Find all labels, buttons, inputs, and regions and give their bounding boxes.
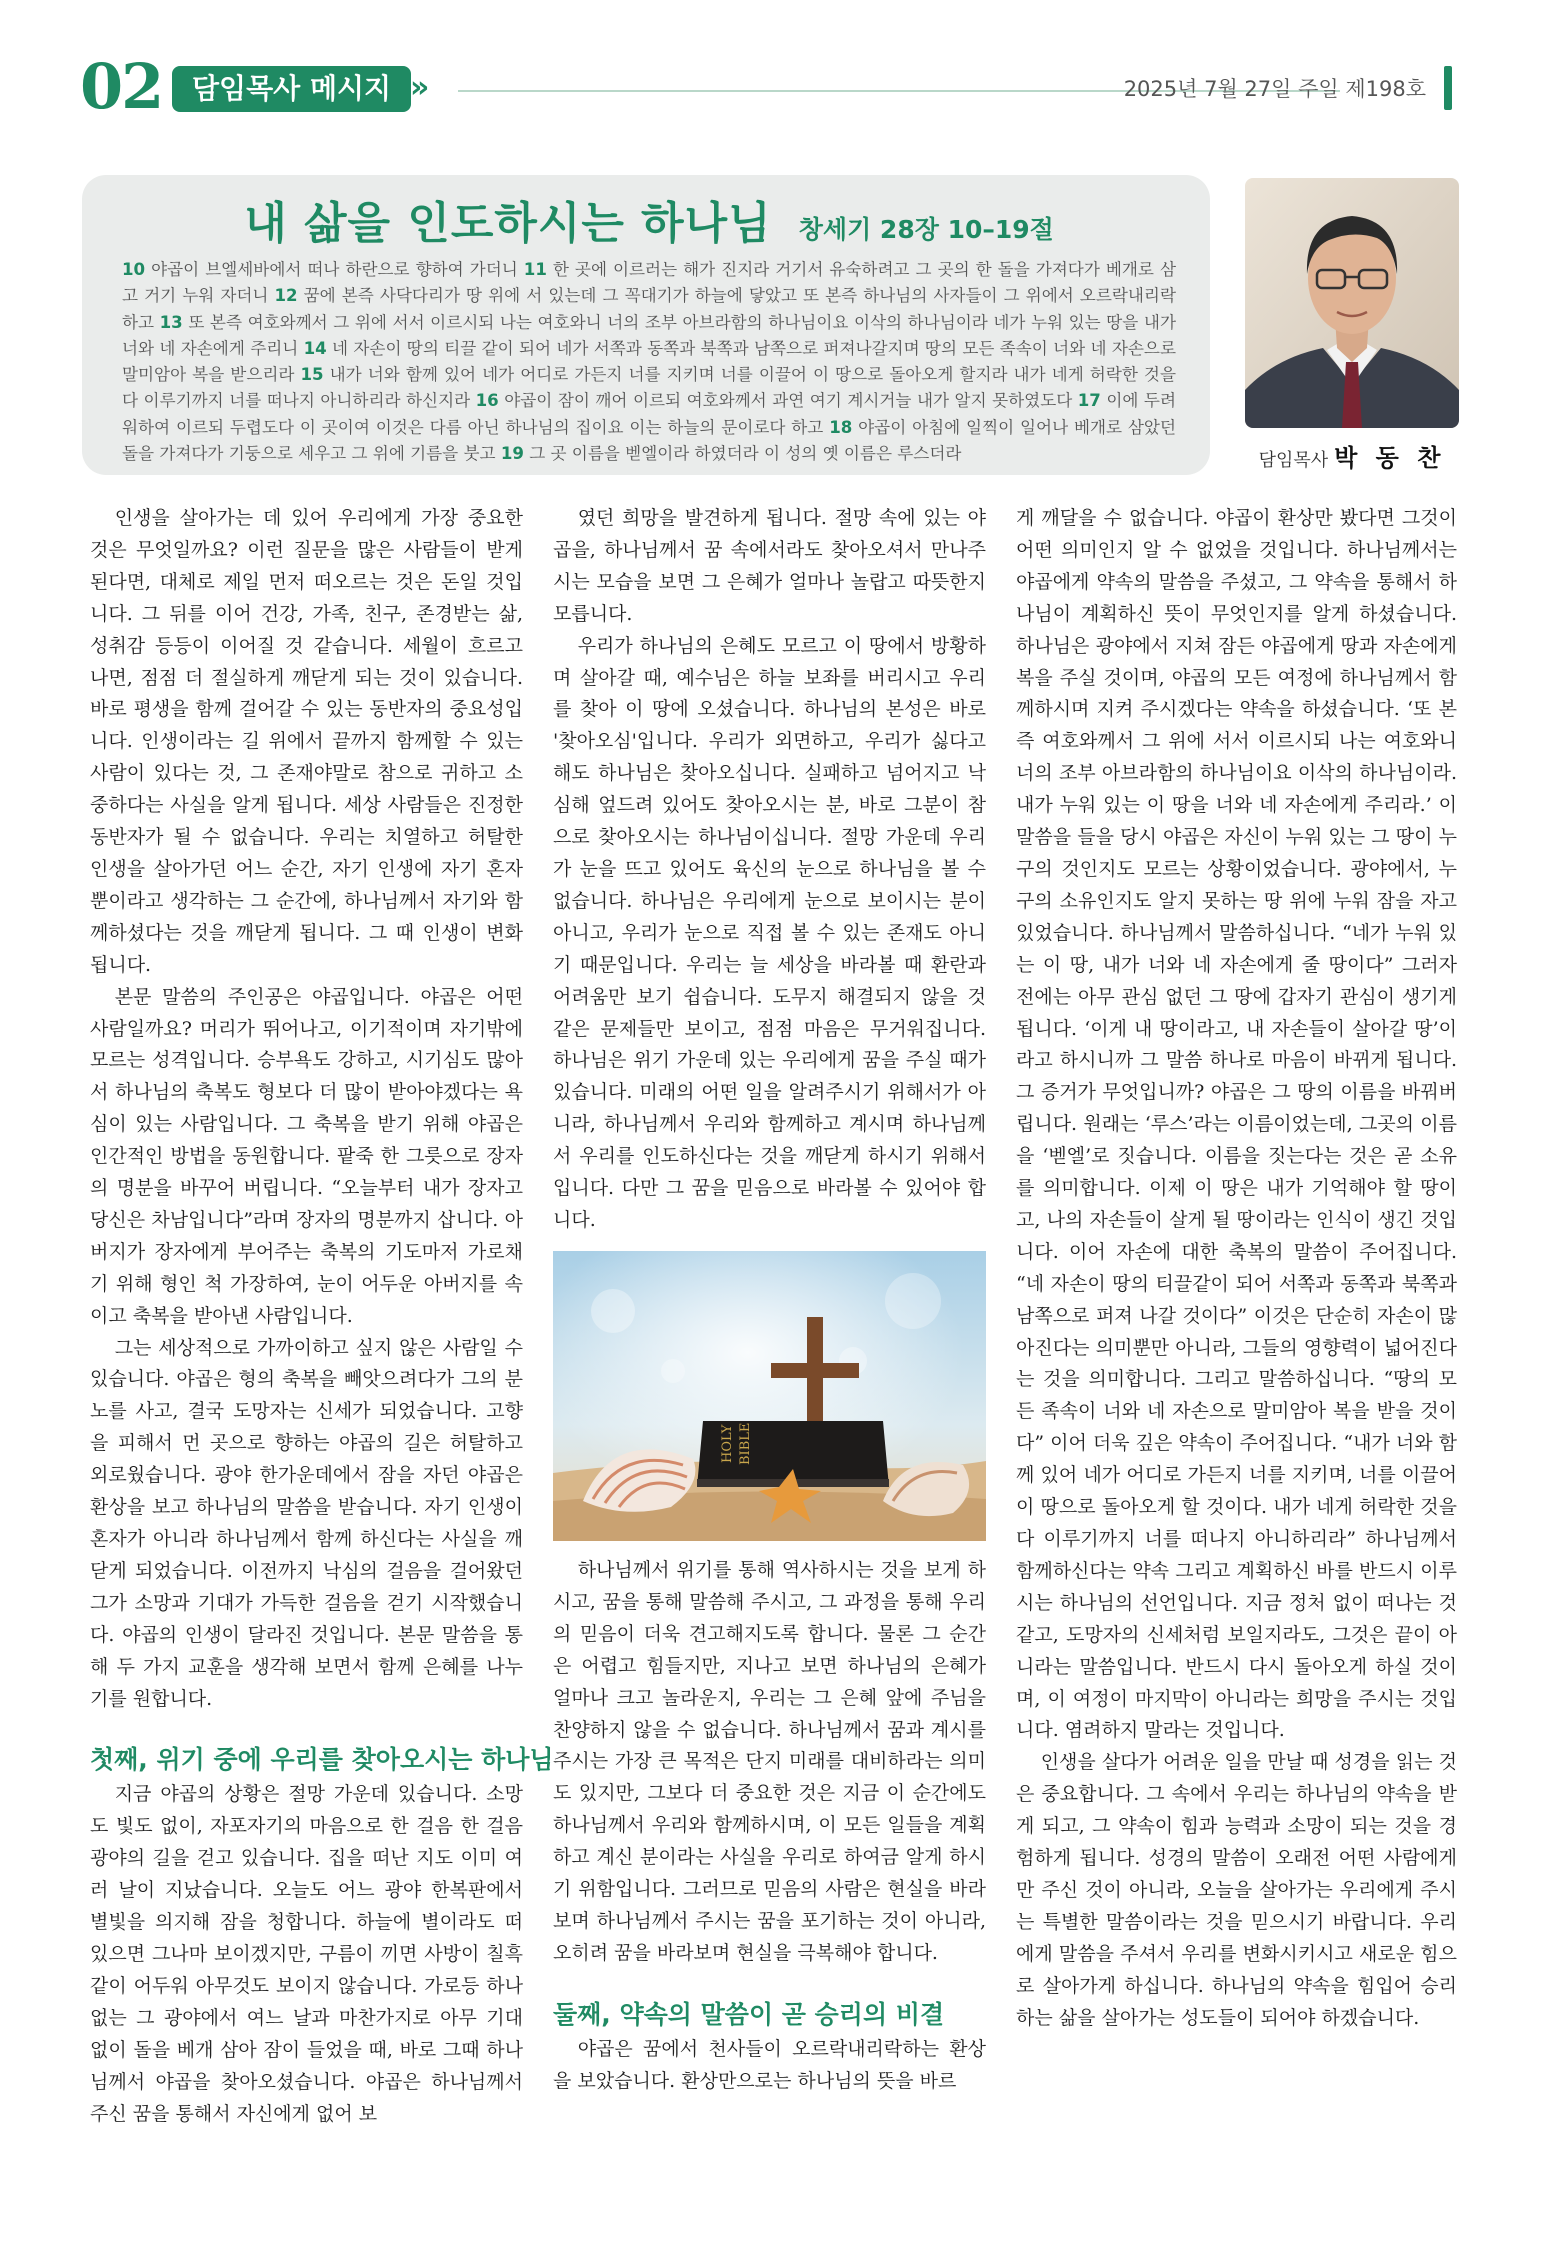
pastor-caption — [1245, 438, 1459, 473]
scripture-reference: 창세기 28장 10–19절 — [798, 215, 1054, 244]
verse-number: 14 — [303, 338, 327, 358]
body-column-2 — [553, 503, 986, 2092]
section-heading: 첫째, 위기 중에 우리를 찾아오시는 하나님 — [90, 1745, 554, 1775]
section-title: 담임목사 메시지 — [172, 66, 411, 112]
verse-text: 내가 너와 함께 있어 네가 어디로 가든지 너를 지키며 너를 이끌어 이 땅으로 돌아오게 할지라 내가 네게 허락한 것을 다 이루기까지 너를 떠나지 아니하리라 하신지라 — [122, 365, 1176, 411]
paragraph: 그는 세상적으로 가까이하고 싶지 않은 사람일 수 있습니다. 야곱은 형의 축복을 빼앗으려다가 그의 분노를 사고, 결국 도망자는 신세가 되었습니다. 고향을 피해서 먼 곳으로 향하는 야곱의 길은 허탈하고 외로웠습니다. 광야 한가운데에서 잠을 자던 야곱은 환상을 보고 하나님의 말씀을 받습니다. 자기 인생이 혼자가 아니라 하나님께서 함께 하신다는 사실을 깨닫게 되었습니다. 이전까지 낙심의 걸음을 걸어왔던 그가 소망과 기대가 가득한 걸음을 걷기 시작했습니다. 야곱의 인생이 달라진 것입니다. 본문 말씀을 통해 두 가지 교훈을 생각해 보면서 함께 은혜를 나누기를 원합니다. — [90, 1336, 523, 1710]
book-spine-text: BIBLE — [738, 1422, 753, 1465]
paragraph: 인생을 살아가는 데 있어 우리에게 가장 중요한 것은 무엇일까요? 이런 질문을 많은 사람들이 받게 된다면, 대체로 제일 먼저 떠오르는 것은 돈일 것입니다. 그 뒤를 이어 건강, 가족, 친구, 존경받는 삶, 성취감 등등이 이어질 것 같습니다. 세월이 흐르고 나면, 점점 더 절실하게 깨닫게 되는 것이 있습니다. 바로 평생을 함께 걸어갈 수 있는 동반자의 중요성입니다. 인생이라는 길 위에서 끝까지 함께할 수 있는 사람이 있다는 것, 그 존재야말로 참으로 귀하고 소중하다는 사실을 알게 됩니다. 세상 사람들은 진정한 동반자가 될 수 없습니다. 우리는 치열하고 허탈한 인생을 살아가던 어느 순간, 자기 인생에 자기 혼자뿐이라고 생각하는 그 순간에, 하나님께서 자기와 함께하셨다는 것을 깨닫게 됩니다. 그 때 인생이 변화됩니다. — [90, 507, 523, 976]
column-2-lower — [553, 1555, 986, 2098]
pastor-photo — [1245, 178, 1459, 428]
pastor-role: 담임목사 — [1258, 450, 1329, 471]
verse-number: 15 — [300, 365, 324, 385]
paragraph: 인생을 살다가 어려운 일을 만날 때 성경을 읽는 것은 중요합니다. 그 속에서 우리는 하나님의 약속을 받게 되고, 그 약속이 힘과 능력과 소망이 되는 것을 경험하게 됩니다. 성경의 말씀이 오래전 어떤 사람에게만 주신 것이 아니라, 오늘을 살아가는 우리에게 주시는 특별한 말씀이라는 것을 믿으시기 바랍니다. 우리에게 말씀을 주셔서 우리를 변화시키시고 새로운 힘으로 살아가게 하십니다. 하나님의 약속을 힘입어 승리하는 삶을 살아가는 성도들이 되어야 하겠습니다. — [1016, 1751, 1457, 2029]
verse-text: 야곱이 브엘세바에서 떠나 하란으로 향하여 가더니 — [145, 260, 524, 279]
verse-number: 19 — [500, 444, 524, 464]
issue-date: 2025년 7월 27일 주일 제198호 — [1123, 77, 1426, 101]
verse-text: 꿈에 본즉 사닥다리가 땅 위에 서 있는데 그 꼭대기가 하늘에 닿았고 또 본즉 하나님의 사자들이 그 위에서 오르락내리락 하고 — [122, 286, 1176, 332]
chevron-right-icon: » — [410, 70, 430, 105]
section-heading: 둘째, 약속의 말씀이 곧 승리의 비결 — [553, 1999, 945, 2029]
page-header — [80, 50, 1452, 123]
paragraph: 우리가 하나님의 은혜도 모르고 이 땅에서 방황하며 살아갈 때, 예수님은 하늘 보좌를 버리시고 우리를 찾아 이 땅에 오셨습니다. 하나님의 본성은 바로 '찾아오심'입니다. 우리가 외면하고, 우리가 싫다고 해도 하나님은 찾아오십니다. 실패하고 넘어지고 낙심해 엎드려 있어도 찾아오시는 분, 바로 그분이 참으로 찾아오시는 하나님이십니다. 절망 가운데 우리가 눈을 뜨고 있어도 육신의 눈으로 하나님을 볼 수 없습니다. 하나님은 우리에게 눈으로 보이시는 분이 아니고, 우리가 눈으로 직접 볼 수 있는 존재도 아니기 때문입니다. 우리는 늘 세상을 바라볼 때 환란과 어려움만 보기 쉽습니다. 도무지 해결되지 않을 것 같은 문제들만 보이고, 점점 마음은 무거워집니다. 하나님은 위기 가운데 있는 우리에게 꿈을 주실 때가 있습니다. 미래의 어떤 일을 알려주시기 위해서가 아니라, 하나님께서 우리와 함께하고 계시며 하나님께서 우리를 인도하신다는 것을 깨닫게 하시기 위해서입니다. 다만 그 꿈을 믿음으로 바라볼 수 있어야 합니다. — [553, 634, 986, 1231]
verse-number: 18 — [829, 417, 853, 437]
book-spine-text: HOLY — [720, 1424, 735, 1463]
verse-number: 13 — [159, 312, 183, 332]
verse-number: 10 — [122, 260, 146, 279]
verse-text: 네 자손이 땅의 티끌 같이 되어 네가 서쪽과 동쪽과 북쪽과 남쪽으로 퍼져나갈지며 땅의 모든 족속이 너와 네 자손으로 말미암아 복을 받으리라 — [122, 338, 1176, 385]
verse-text: 야곱이 아침에 일찍이 일어나 베개로 삼았던 돌을 가져다가 기둥으로 세우고 그 위에 기름을 붓고 — [122, 417, 1176, 464]
paragraph: 지금 야곱의 상황은 절망 가운데 있습니다. 소망도 빛도 없이, 자포자기의 마음으로 한 걸음 한 걸음 광야의 길을 걷고 있습니다. 집을 떠난 지도 이미 여러 날이 지났습니다. 오늘도 어느 광야 한복판에서 별빛을 의지해 잠을 청합니다. 하늘에 별이라도 떠 있으면 그나마 보이겠지만, 구름이 끼면 사방이 칠흑같이 어두워 아무것도 보이지 않습니다. 가로등 하나 없는 그 광야에서 여느 날과 마찬가지로 아무 기대 없이 돌을 베개 삼아 잠이 들었을 때, 바로 그때 하나님께서 야곱을 찾아오셨습니다. 야곱은 하나님께서 주신 꿈을 통해서 자신에게 없어 보 — [90, 1783, 523, 2125]
sermon-heading — [122, 187, 1176, 251]
paragraph: 였던 희망을 발견하게 됩니다. 절망 속에 있는 야곱을, 하나님께서 꿈 속에서라도 찾아오셔서 만나주시는 모습을 보면 그 은혜가 얼마나 놀랍고 따뜻한지 모릅니다. — [553, 507, 986, 625]
cross-bible-photo — [553, 1251, 986, 1541]
verse-text: 한 곳에 이르러는 해가 진지라 거기서 유숙하려고 그 곳의 한 돌을 가져다가 베개로 삼고 거기 누워 자더니 — [122, 260, 1176, 306]
paragraph: 게 깨달을 수 없습니다. 야곱이 환상만 봤다면 그것이 어떤 의미인지 알 수 없었을 것입니다. 하나님께서는 야곱에게 약속의 말씀을 주셨고, 그 약속을 통해서 하나님이 계획하신 뜻이 무엇인지를 알게 하셨습니다. 하나님은 광야에서 지쳐 잠든 야곱에게 땅과 자손에게 복을 주실 것이며, 야곱의 모든 여정에 하나님께서 함께하시며 지켜 주시겠다는 약속을 하셨습니다. ‘또 본즉 여호와께서 그 위에 서서 이르시되 나는 여호와니 너의 조부 아브라함의 하나님이요 이삭의 하나님이라. 내가 누워 있는 이 땅을 너와 네 자손에게 주리라.’ 이 말씀을 들을 당시 야곱은 자신이 누워 있는 그 땅이 누구의 것인지도 모르는 상황이었습니다. 광야에서, 누구의 소유인지도 알지 못하는 땅 위에 누워 잠을 자고 있었습니다. 하나님께서 말씀하십니다. “네가 누워 있는 이 땅, 내가 너와 네 자손에게 줄 땅이다” 그러자 전에는 아무 관심 없던 그 땅에 갑자기 관심이 생기게 됩니다. ‘이게 내 땅이라고, 내 자손들이 살아갈 땅’이라고 하시니까 그 말씀 하나로 마음이 바뀌게 됩니다. 그 증거가 무엇입니까? 야곱은 그 땅의 이름을 바꿔버립니다. 원래는 ‘루스’라는 이름이었는데, 그곳의 이름을 ‘벧엘’로 짓습니다. 이름을 짓는다는 것은 곧 소유를 의미합니다. 이제 이 땅은 내가 기억해야 할 땅이고, 나의 자손들이 살게 될 땅이라는 인식이 생긴 것입니다. 이어 자손에 대한 축복의 말씀이 주어집니다. “네 자손이 땅의 티끌같이 되어 서쪽과 동쪽과 북쪽과 남쪽으로 퍼져 나갈 것이다” 이것은 단순히 자손이 많아진다는 의미뿐만 아니라, 그들의 영향력이 넓어진다는 것을 의미합니다. 그리고 말씀하십니다. “땅의 모든 족속이 너와 네 자손으로 말미암아 복을 받을 것이다” 이어 더욱 깊은 약속이 주어집니다. “내가 너와 함께 있어 네가 어디로 가든지 너를 지키며, 너를 이끌어 이 땅으로 돌아오게 할 것이다. 내가 네게 허락한 것을 다 이루기까지 너를 떠나지 아니하리라” 하나님께서 함께하신다는 약속 그리고 계획하신 바를 반드시 이루시는 하나님의 선언입니다. 지금 정처 없이 떠나는 것 같고, 도망자의 신세처럼 보일지라도, 그것은 끝이 아니라는 말씀입니다. 반드시 다시 돌아오게 하실 것이며, 이 여정이 마지막이 아니라는 희망을 주시는 것입니다. 염려하지 말라는 것입니다. — [1016, 507, 1457, 1742]
page-number: 02 — [80, 50, 163, 123]
verse-text: 이에 두려워하여 이르되 두렵도다 이 곳이여 이것은 다름 아닌 하나님의 집이요 이는 하늘의 문이로다 하고 — [122, 391, 1176, 437]
verse-text: 야곱이 잠이 깨어 이르되 여호와께서 과연 여기 계시거늘 내가 알지 못하였도다 — [498, 391, 1078, 411]
paragraph: 야곱은 꿈에서 천사들이 오르락내리락하는 환상을 보았습니다. 환상만으로는 하나님의 뜻을 바르 — [553, 2037, 986, 2092]
verse-text: 또 본즉 여호와께서 그 위에 서서 이르시되 나는 여호와니 너의 조부 아브라함의 하나님이요 이삭의 하나님이라 네가 누워 있는 땅을 내가 너와 네 자손에게 주리니 — [122, 312, 1176, 358]
paragraph: 본문 말씀의 주인공은 야곱입니다. 야곱은 어떤 사람일까요? 머리가 뛰어나고, 이기적이며 자기밖에 모르는 성격입니다. 승부욕도 강하고, 시기심도 많아서 하나님의 축복도 형보다 더 많이 받아야겠다는 욕심이 있는 사람입니다. 그 축복을 받기 위해 야곱은 인간적인 방법을 동원합니다. 팥죽 한 그릇으로 장자의 명분을 바꾸어 버립니다. “오늘부터 내가 장자고 당신은 차남입니다”라며 장자의 명분까지 삽니다. 아버지가 장자에게 부어주는 축복의 기도마저 가로채기 위해 형인 척 가장하여, 눈이 어두운 아버지를 속이고 축복을 받아낸 사람입니다. — [90, 985, 523, 1327]
pastor-name: 박 동 찬 — [1334, 444, 1446, 472]
header-accent-bar — [1444, 66, 1452, 110]
body-column-1 — [90, 503, 554, 2130]
verse-number: 12 — [274, 286, 298, 306]
verse-text: 그 곳 이름을 벧엘이라 하였더라 이 성의 옛 이름은 루스더라 — [523, 444, 962, 464]
scripture-box — [82, 175, 1210, 475]
verse-number: 11 — [523, 260, 547, 279]
sermon-title: 내 삶을 인도하시는 하나님 — [244, 198, 772, 249]
scripture-verses — [122, 257, 1176, 467]
paragraph: 하나님께서 위기를 통해 역사하시는 것을 보게 하시고, 꿈을 통해 말씀해 주시고, 그 과정을 통해 우리의 믿음이 더욱 견고해지도록 합니다. 물론 그 순간은 어렵고 힘들지만, 지나고 보면 하나님의 은혜가 얼마나 크고 놀라운지, 우리는 그 은혜 앞에 주님을 찬양하지 않을 수 없습니다. 하나님께서 꿈과 계시를 주시는 가장 큰 목적은 단지 미래를 대비하라는 의미도 있지만, 그보다 더 중요한 것은 지금 이 순간에도 하나님께서 우리와 함께하시며, 이 모든 일들을 계획하고 계신 분이라는 사실을 우리로 하여금 알게 하시기 위함입니다. 그러므로 믿음의 사람은 현실을 바라보며 하나님께서 주시는 꿈을 포기하는 것이 아니라, 오히려 꿈을 바라보며 현실을 극복해야 합니다. — [553, 1559, 986, 1964]
body-column-3 — [1016, 503, 1457, 2035]
verse-number: 16 — [475, 391, 499, 411]
verse-number: 17 — [1077, 391, 1101, 411]
